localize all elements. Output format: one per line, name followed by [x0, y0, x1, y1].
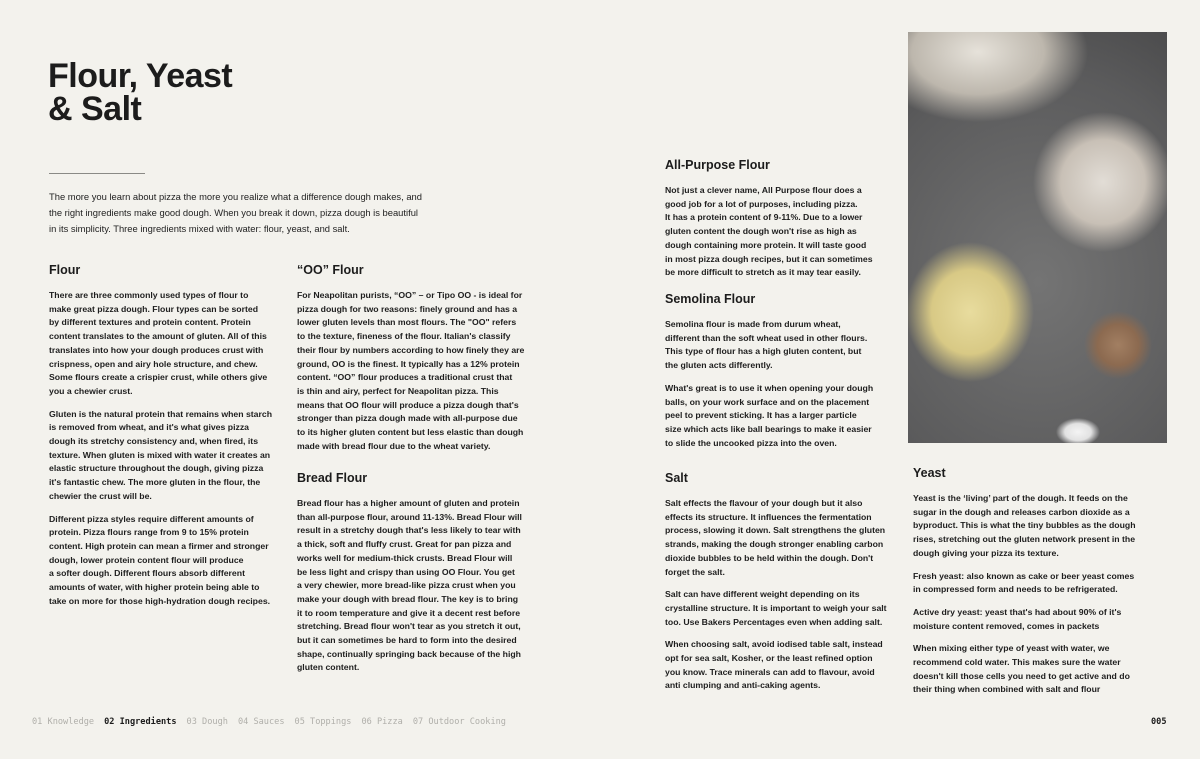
section-paragraph: Salt can have different weight depending on its crystalline structure. It is important to weigh your salt too. Use Bakers Percentages even when adding salt.	[665, 589, 887, 627]
section-paragraph: Yeast is the ‘living’ part of the dough. It feeds on the sugar in the dough and releases carbon dioxide as a byproduct. This is what the tiny bubbles as the dough rises, stretching out the gluten network present in the dough giving your pizza its texture.	[913, 493, 1136, 558]
section-heading: Salt	[665, 471, 688, 485]
nav-item[interactable]: 01 Knowledge	[32, 717, 95, 727]
section-paragraph: Gluten is the natural protein that remains when starch is removed from wheat, and it's what gives pizza dough its stretchy consistency and, when fired, its texture. When gluten is mixed with water it creates an elastic structure throughout the dough, giving pizza it's fantastic chew. The more gluten in the flour, the chewier the crust will be.	[49, 408, 273, 501]
section-paragraph: Semolina flour is made from durum wheat, different than the soft wheat used in other flours. This type of flour has a high gluten content, but the gluten acts differently.	[665, 319, 868, 371]
nav-item[interactable]: 04 Sauces	[237, 717, 285, 727]
section-paragraph: For Neapolitan purists, “OO” – or Tipo OO - is ideal for pizza dough for two reasons: finely ground and has a lower gluten levels than most flours. The "OO" refers to the texture, fineness of the flour. Italian's classify their flour by numbers according to how finely they are ground, OO is the finest. It typically has a 12% protein content. “OO” flour produces a traditional crust that is thin and airy, perfect for Neapolitan pizza. This means that OO flour will produce a pizza dough that's stronger than pizza dough made with all-purpose due to its higher gluten content but less elastic than dough made with bread flour due to the wheat variety.	[297, 290, 525, 451]
intro-text: The more you learn about pizza the more you realize what a difference dough makes, and the right ingredients make good dough. When you break it down, pizza dough is beautiful in its simplicity. Three ingredients mixed with water: flour, yeast, and salt.	[49, 191, 422, 234]
section-yeast	[913, 466, 1163, 706]
section-paragraph: Salt effects the flavour of your dough but it also effects its structure. It influences the fermentation process, slowing it down. Salt strengthens the gluten strands, making the dough stronger enabling carbon dioxide bubbles to be held within the dough. Don't forget the salt.	[665, 498, 886, 577]
section-all-purpose-flour	[665, 158, 915, 289]
section-paragraph: Different pizza styles require different amounts of protein. Pizza flours range from 9 to 15% protein content. High protein can mean a firmer and stronger dough, lower protein content flour will produce a softer dough. Different flours absorb different amounts of water, with higher protein being able to take on more for those high-hydration dough recipes.	[49, 513, 271, 606]
chapter-nav	[32, 717, 506, 727]
section-heading: All-Purpose Flour	[665, 158, 770, 172]
section-paragraph: When mixing either type of yeast with water, we recommend cold water. This makes sure the water doesn't kill those cells you need to get active and do their thing when combined with salt and flour	[913, 643, 1130, 695]
section-paragraph: There are three commonly used types of flour to make great pizza dough. Flour types can be sorted by different textures and protein content. Protein content translates to the amount of gluten. All of this translates into how your dough produces crust with crispness, open and airy hole structure, and chew. Some flours create a crispier crust, while others give you a chewier crust.	[49, 290, 268, 396]
section-heading: Flour	[49, 263, 81, 277]
page-title: Flour, Yeast & Salt	[48, 57, 233, 128]
flour-yeast-salt-photo	[908, 32, 1167, 443]
section-oo-flour	[297, 263, 547, 462]
section-salt	[665, 471, 915, 702]
section-heading: Bread Flour	[297, 471, 368, 485]
nav-item[interactable]: 06 Pizza	[361, 717, 403, 727]
section-bread-flour	[297, 471, 547, 684]
nav-item[interactable]: 03 Dough	[186, 717, 228, 727]
section-heading: Yeast	[913, 466, 946, 480]
section-paragraph: Fresh yeast: also known as cake or beer yeast comes in compressed form and needs to be refrigerated.	[913, 570, 1135, 595]
section-paragraph: Bread flour has a higher amount of gluten and protein than all-purpose flour, around 11-13%. Bread Flour will result in a stretchy dough that's less likely to tear with a thick, soft and fluffy crust. Great for pan pizza and works well for medium-thick crusts. Bread Flour will be less light and crispy than using OO Flour. You get a very chewier, more bread-like pizza crust when you make your dough with bread flour. The key is to bring it to room temperature and give it a decent rest before stretching. Bread flour won't tear as you stretch it out, but it can sometimes be hard to form into the desired shape, continually springing back because of the high gluten content.	[297, 498, 522, 673]
nav-item[interactable]: 02 Ingredients	[104, 717, 177, 727]
title-divider	[49, 173, 145, 174]
nav-item[interactable]: 05 Toppings	[294, 717, 352, 727]
section-flour	[49, 263, 299, 617]
section-paragraph: What's great is to use it when opening your dough balls, on your work surface and on the placement peel to prevent sticking. It has a larger particle size which acts like ball bearings to make it easier to slide the uncooked pizza into the oven.	[665, 382, 874, 448]
section-semolina-flour	[665, 292, 915, 459]
section-heading: “OO” Flour	[297, 263, 364, 277]
section-paragraph: Not just a clever name, All Purpose flour does a good job for a lot of purposes, including pizza. It has a protein content of 9-11%. Due to a lower gluten content the dough won't rise as high as dough containing more protein. It will taste good in most pizza dough recipes, but it can sometimes be more difficult to stretch as it may tear easily.	[665, 185, 873, 278]
nav-item[interactable]: 07 Outdoor Cooking	[412, 717, 506, 727]
section-heading: Semolina Flour	[665, 292, 756, 306]
section-paragraph: Active dry yeast: yeast that's had about 90% of it's moisture content removed, comes in packets	[913, 606, 1122, 631]
section-paragraph: When choosing salt, avoid iodised table salt, instead opt for sea salt, Kosher, or the least refined option you know. Trace minerals can add to flavour, avoid anti clumping and anti-caking agents.	[665, 639, 883, 691]
page-number: 005	[1151, 717, 1167, 727]
